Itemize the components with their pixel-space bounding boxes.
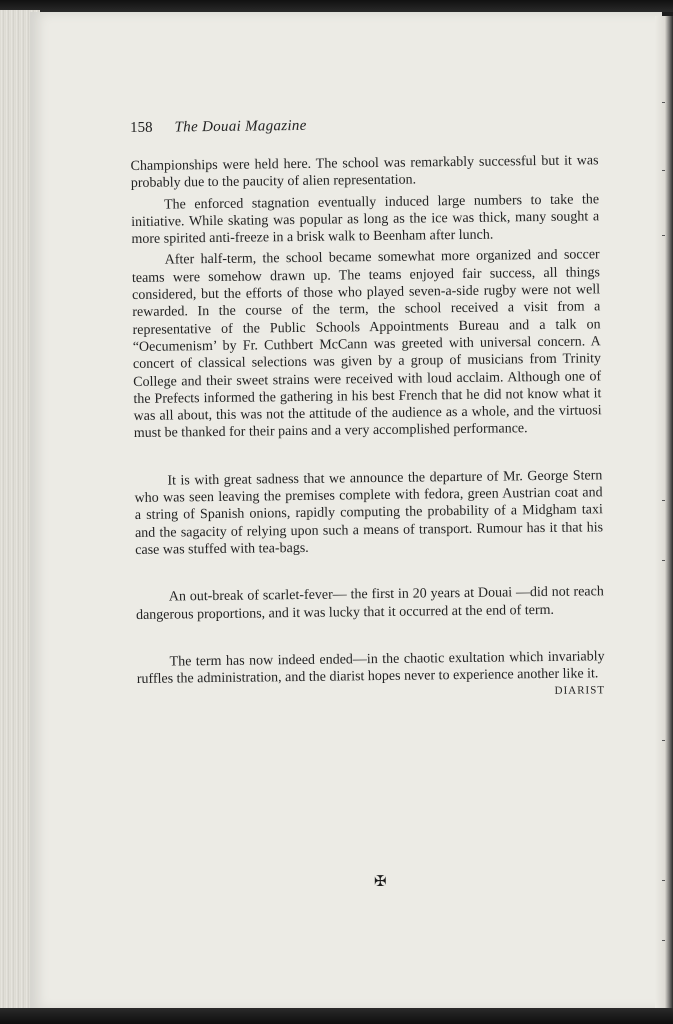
signature: DIARIST xyxy=(554,684,606,698)
binding-top xyxy=(0,0,673,12)
paragraph-term-ended: The term has now indeed ended—in the chaotic exultation which invariably ruffles the administration, and the diarist hopes never to experience another like it. xyxy=(136,649,605,688)
paragraph-stagnation: The enforced stagnation eventually induced large numbers to take the initiative. While skating was popular as long as the ice was thick, many sought a more spirited anti-freeze in a brisk walk to Beenham after lunch. xyxy=(131,191,600,248)
page-number: 158 xyxy=(130,119,153,136)
paragraph-championships: Championships were held here. The school was remarkably successful but it was probably due to the paucity of alien representation. xyxy=(130,153,599,192)
magazine-title: The Douai Magazine xyxy=(174,117,307,136)
paragraph-departure: It is with great sadness that we announce the departure of Mr. George Stern who was seen leaving the premises complete with fedora, green Austrian coat and a string of Spanish onions, rapidly computing the probability of a Midgham taxi and the sagacity of relying upon such a means of transport. Rumour has it that his case was stuffed with tea-bags. xyxy=(134,468,604,558)
margin-marks xyxy=(660,90,670,970)
paragraph-scarlet-fever: An out-break of scarlet-fever— the first in 20 years at Douai —did not reach dangerous proportions, and it was lucky that it occurred at the end of term. xyxy=(135,584,604,623)
paragraph-half-term: After half-term, the school became somewhat more organized and soccer teams were somehow drawn up. The teams enjoyed fair success, all things considered, but the efforts of those who played seven-a-side rugby were not well rewarded. In the course of the term, the school received a visit from a representative of the Public Schools Appointments Bureau and a talk on “Oecumenism’ by Fr. Cuthbert McCann was greeted with universal concern. A concert of classical selections was given by a group of musicians from Trinity College and their sweet strains were received with loud acclaim. Although one of the Prefects informed the gathering in his best French that he did not know what it was all about, this was not the attitude of the audience as a whole, and the virtuosi must be thanked for their pains and a very accomplished performance. xyxy=(131,247,602,442)
cross-ornament-icon: ✠ xyxy=(374,874,387,890)
binding-bottom xyxy=(0,1008,673,1024)
page-content xyxy=(130,114,605,702)
